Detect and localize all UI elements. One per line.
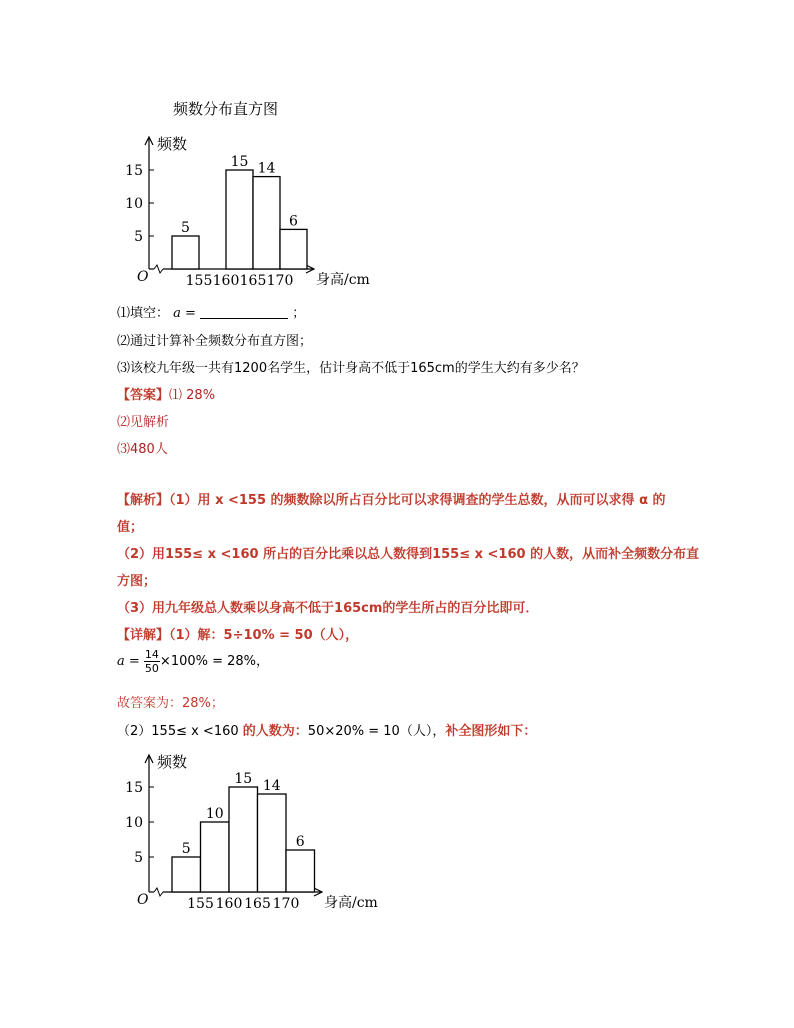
histogram-bar (286, 850, 315, 892)
x-axis-label: 身高/cm (316, 272, 370, 288)
y-tick-label: 10 (125, 815, 143, 831)
histogram-title: 频数分布直方图 (173, 100, 279, 118)
analysis-line-3: （3）用九年级总人数乘以身高不低于165cm的学生所占的百分比即可． (117, 601, 539, 616)
y-tick-label: 10 (125, 196, 143, 212)
question-3: ⑶该校九年级一共有1200名学生，估计身高不低于165cm的学生大约有多少名？ (117, 361, 585, 376)
analysis-line-2: （2）用155≤ x <160 所占的百分比乘以总人数得到155≤ x <160 的人数，从而补全频数分布直 (117, 547, 700, 562)
analysis-tag: 【解析】 (117, 493, 170, 508)
question-1-suffix: ； (292, 306, 306, 321)
detail-line-2-suffix: ×100% = 28%， (159, 654, 270, 669)
y-tick-label: 5 (134, 229, 143, 245)
bar-value-label: 6 (295, 834, 305, 850)
answer-1-text: ⑴ 28% (169, 388, 216, 403)
y-tick-label: 5 (134, 850, 143, 866)
bar-value-label: 6 (289, 213, 298, 230)
detail-tag: 【详解】 (117, 628, 170, 643)
detail-text-1: （1）解：5÷10% = 50（人）， (169, 628, 359, 643)
x-tick-label: 155 (187, 896, 214, 912)
analysis-text-1: （1）用 x <155 的频数除以所占百分比可以求得调查的学生总数，从而可以求得 α 的 (169, 493, 666, 508)
y-axis-label: 频数 (157, 753, 188, 771)
bar-value-label: 14 (262, 778, 281, 794)
histogram-bar (258, 794, 287, 892)
fraction-numerator: 14 (144, 648, 159, 661)
histogram-bar (229, 787, 258, 892)
detail-line-4-a: （2）155≤ x <160 (117, 724, 243, 739)
origin-label: O (137, 892, 149, 908)
detail-line-4-c: 50×20% = 10（人）， (307, 724, 446, 739)
answer-tag: 【答案】 (117, 388, 170, 403)
bar-value-label: 15 (234, 771, 253, 787)
question-1-prefix: ⑴填空： (117, 306, 170, 321)
fraction-denominator: 50 (144, 662, 159, 675)
x-tick-label: 170 (266, 273, 294, 289)
detail-line-3: 故答案为：28%； (117, 696, 224, 711)
bar-value-label: 5 (181, 220, 190, 236)
detail-line-4-b: 的人数为： (242, 724, 308, 739)
x-tick-label: 155 (185, 273, 213, 289)
y-axis-label: 频数 (157, 135, 188, 153)
x-tick-label: 160 (212, 273, 240, 289)
origin-label: O (137, 269, 149, 285)
x-tick-label: 170 (272, 896, 300, 912)
analysis-line-1b: 值； (117, 520, 144, 535)
axis-break-icon (154, 888, 163, 896)
question-1-var: a = (173, 306, 196, 321)
y-tick-label: 15 (125, 780, 143, 796)
x-tick-label: 165 (239, 273, 267, 289)
detail-a-var: a = (117, 654, 140, 669)
histogram-bar (201, 822, 230, 892)
histogram-bar (172, 857, 201, 892)
question-2: ⑵通过计算补全频数分布直方图； (117, 334, 313, 349)
bar-value-label: 10 (205, 806, 224, 822)
x-tick-label: 165 (244, 896, 271, 912)
analysis-line-2b: 方图； (117, 574, 157, 589)
x-axis-label: 身高/cm (324, 895, 378, 911)
detail-line-4-d: 补全图形如下： (445, 724, 537, 739)
bar-value-label: 14 (257, 160, 276, 177)
bar-value-label: 15 (230, 154, 249, 170)
bar-value-label: 5 (181, 841, 191, 857)
y-tick-label: 15 (125, 163, 143, 179)
x-tick-label: 160 (215, 896, 243, 912)
answer-3: ⑶480人 (117, 442, 168, 457)
answer-2: ⑵见解析 (117, 415, 170, 430)
